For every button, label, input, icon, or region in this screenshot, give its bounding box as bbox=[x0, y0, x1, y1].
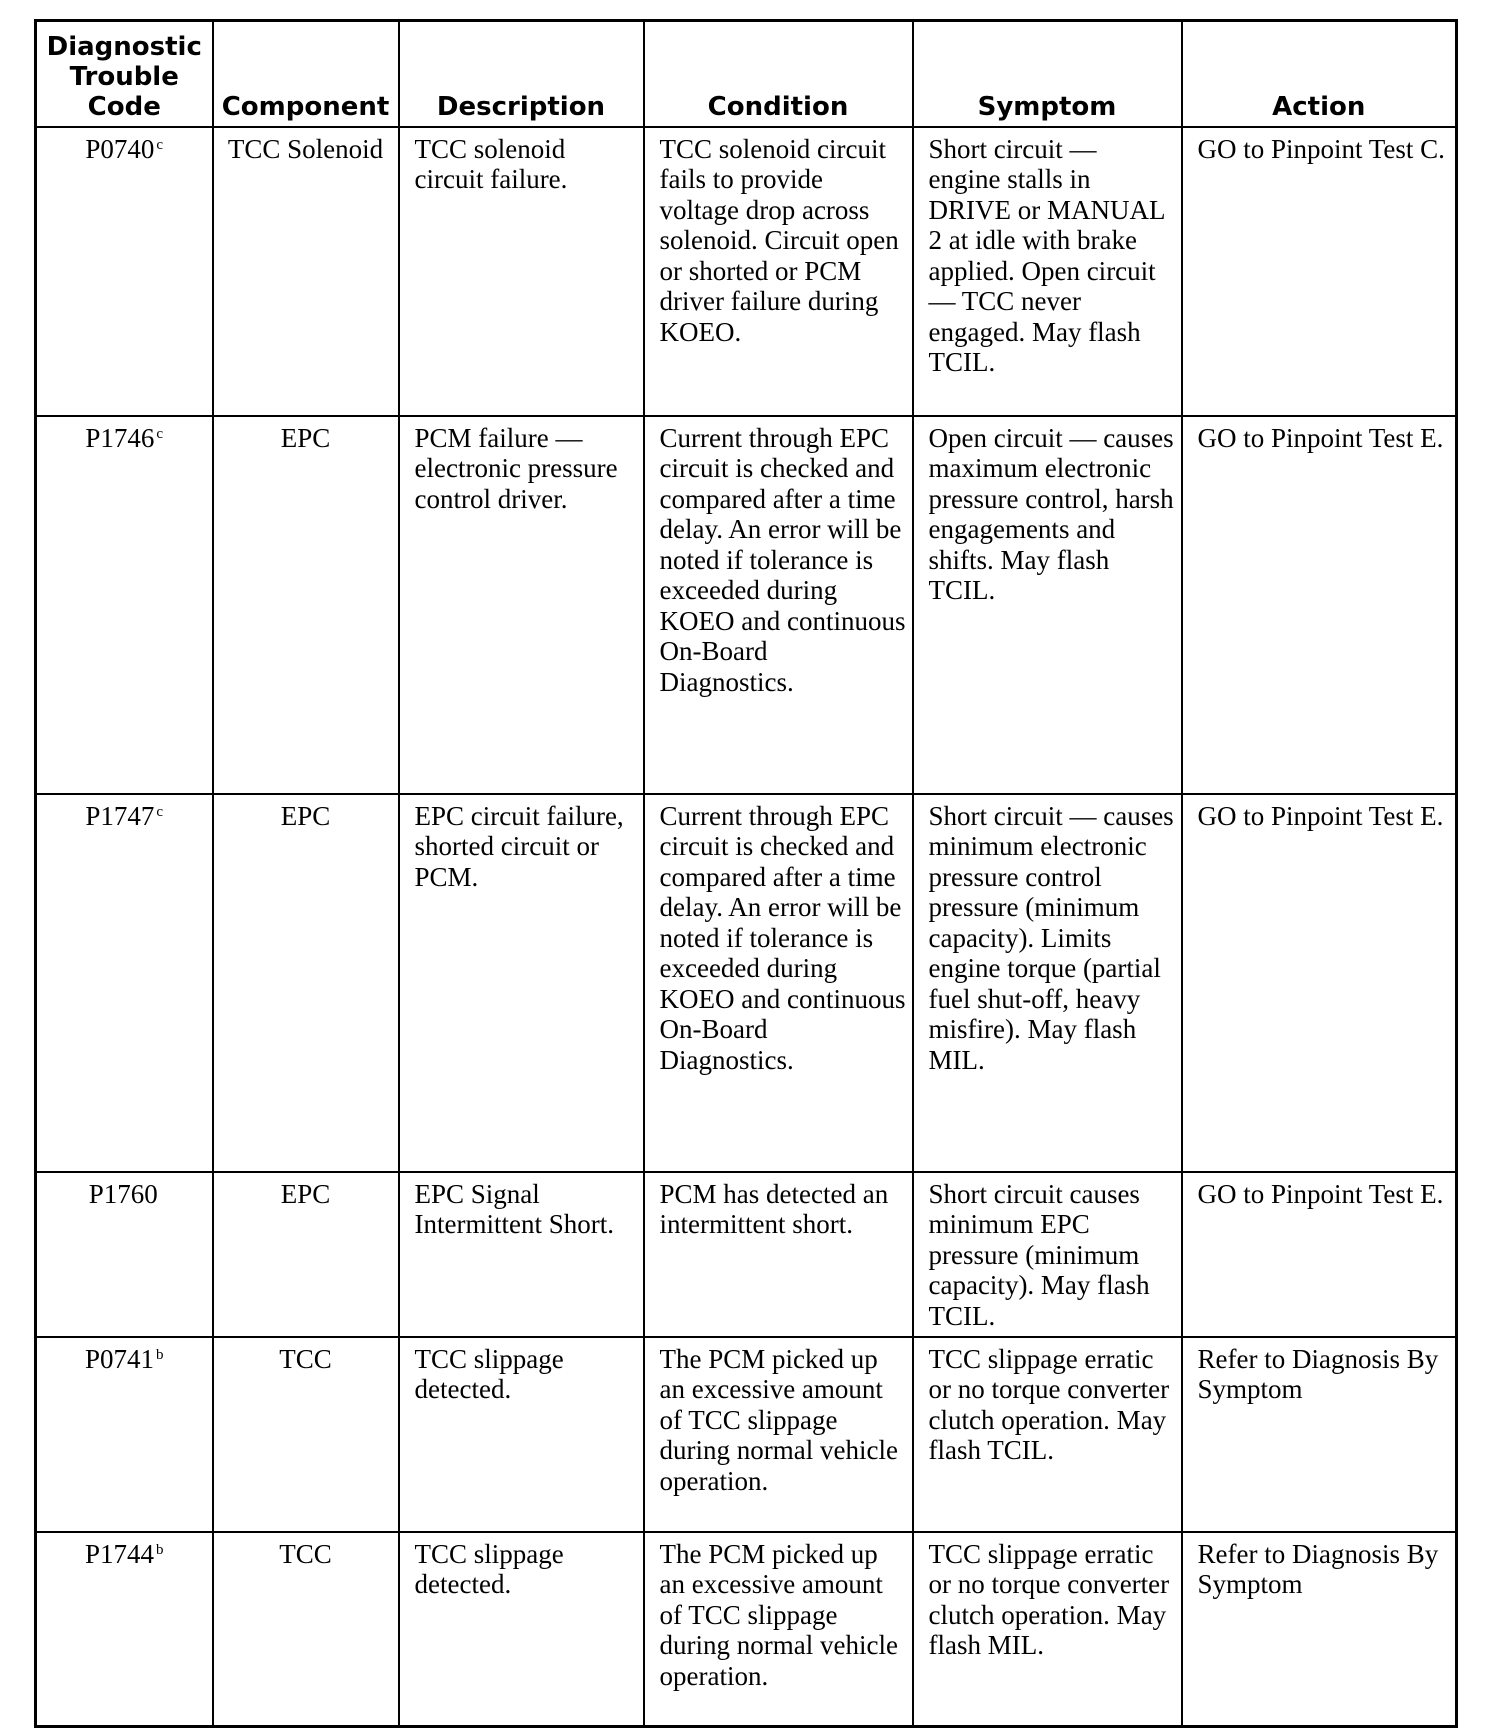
cell-code bbox=[36, 127, 213, 416]
cell-component: TCC bbox=[213, 1532, 399, 1727]
cell-symptom: Short circuit — engine stalls in DRIVE or MANUAL 2 at idle with brake applied. Open circuit — TCC never engaged. May flash TCIL. bbox=[913, 127, 1182, 416]
cell-action: GO to Pinpoint Test E. bbox=[1182, 1172, 1457, 1337]
cell-action: GO to Pinpoint Test C. bbox=[1182, 127, 1457, 416]
code-text: P0741 bbox=[84, 1343, 155, 1374]
cell-component: TCC Solenoid bbox=[213, 127, 399, 416]
cell-symptom: Open circuit — causes maximum electronic pressure control, harsh engagements and shifts. May flash TCIL. bbox=[913, 416, 1182, 794]
code-text: P1746 bbox=[85, 422, 155, 453]
table-header bbox=[36, 21, 1457, 127]
cell-code bbox=[36, 794, 213, 1172]
cell-code bbox=[36, 1532, 213, 1727]
header-description: Description bbox=[399, 21, 644, 127]
cell-component: EPC bbox=[213, 1172, 399, 1337]
cell-description: TCC slippage detected. bbox=[399, 1532, 644, 1727]
cell-action: Refer to Diagnosis By Symptom bbox=[1182, 1337, 1457, 1532]
header-code-line3: Code bbox=[87, 91, 161, 122]
header-symptom: Symptom bbox=[913, 21, 1182, 127]
cell-condition: The PCM picked up an excessive amount of TCC slippage during normal vehicle operation. bbox=[644, 1337, 913, 1532]
cell-symptom: Short circuit causes minimum EPC pressure (minimum capacity). May flash TCIL. bbox=[913, 1172, 1182, 1337]
header-code-line2: Trouble bbox=[69, 61, 179, 92]
code-text: P0740 bbox=[85, 133, 155, 164]
header-code bbox=[36, 21, 213, 127]
cell-code bbox=[36, 1337, 213, 1532]
code-footnote: c bbox=[156, 136, 164, 153]
cell-code bbox=[36, 1172, 213, 1337]
header-component: Component bbox=[213, 21, 399, 127]
cell-action: GO to Pinpoint Test E. bbox=[1182, 416, 1457, 794]
code-text: P1760 bbox=[88, 1178, 158, 1209]
cell-description: TCC solenoid circuit failure. bbox=[399, 127, 644, 416]
cell-action: Refer to Diagnosis By Symptom bbox=[1182, 1532, 1457, 1727]
code-text: P1744 bbox=[84, 1538, 155, 1569]
cell-description: TCC slippage detected. bbox=[399, 1337, 644, 1532]
cell-action: GO to Pinpoint Test E. bbox=[1182, 794, 1457, 1172]
code-footnote: b bbox=[156, 1541, 164, 1558]
cell-condition: The PCM picked up an excessive amount of TCC slippage during normal vehicle operation. bbox=[644, 1532, 913, 1727]
cell-description: PCM failure — electronic pressure control driver. bbox=[399, 416, 644, 794]
cell-condition: Current through EPC circuit is checked and compared after a time delay. An error will be noted if tolerance is exceeded during KOEO and continuous On-Board Diagnostics. bbox=[644, 416, 913, 794]
cell-condition: Current through EPC circuit is checked and compared after a time delay. An error will be noted if tolerance is exceeded during KOEO and continuous On-Board Diagnostics. bbox=[644, 794, 913, 1172]
table-row bbox=[36, 794, 1457, 1172]
code-footnote: b bbox=[156, 1346, 164, 1363]
header-row bbox=[36, 21, 1457, 127]
cell-component: EPC bbox=[213, 416, 399, 794]
code-footnote: c bbox=[156, 803, 164, 820]
table-row bbox=[36, 1337, 1457, 1532]
cell-description: EPC circuit failure, shorted circuit or PCM. bbox=[399, 794, 644, 1172]
dtc-table bbox=[34, 19, 1458, 1728]
cell-description: EPC Signal Intermittent Short. bbox=[399, 1172, 644, 1337]
table-body bbox=[36, 127, 1457, 1727]
cell-condition: PCM has detected an intermittent short. bbox=[644, 1172, 913, 1337]
table-row bbox=[36, 1172, 1457, 1337]
cell-code bbox=[36, 416, 213, 794]
table-row bbox=[36, 416, 1457, 794]
cell-component: TCC bbox=[213, 1337, 399, 1532]
cell-symptom: Short circuit — causes minimum electronic pressure control pressure (minimum capacity). Limits engine torque (partial fuel shut-off, heavy misfire). May flash MIL. bbox=[913, 794, 1182, 1172]
cell-component: EPC bbox=[213, 794, 399, 1172]
header-condition: Condition bbox=[644, 21, 913, 127]
code-text: P1747 bbox=[85, 800, 155, 831]
cell-condition: TCC solenoid circuit fails to provide voltage drop across solenoid. Circuit open or shorted or PCM driver failure during KOEO. bbox=[644, 127, 913, 416]
table-row bbox=[36, 1532, 1457, 1727]
header-action: Action bbox=[1182, 21, 1457, 127]
header-code-line1: Diagnostic bbox=[46, 31, 202, 62]
code-footnote: c bbox=[156, 425, 164, 442]
cell-symptom: TCC slippage erratic or no torque converter clutch operation. May flash MIL. bbox=[913, 1532, 1182, 1727]
table-row bbox=[36, 127, 1457, 416]
cell-symptom: TCC slippage erratic or no torque converter clutch operation. May flash TCIL. bbox=[913, 1337, 1182, 1532]
